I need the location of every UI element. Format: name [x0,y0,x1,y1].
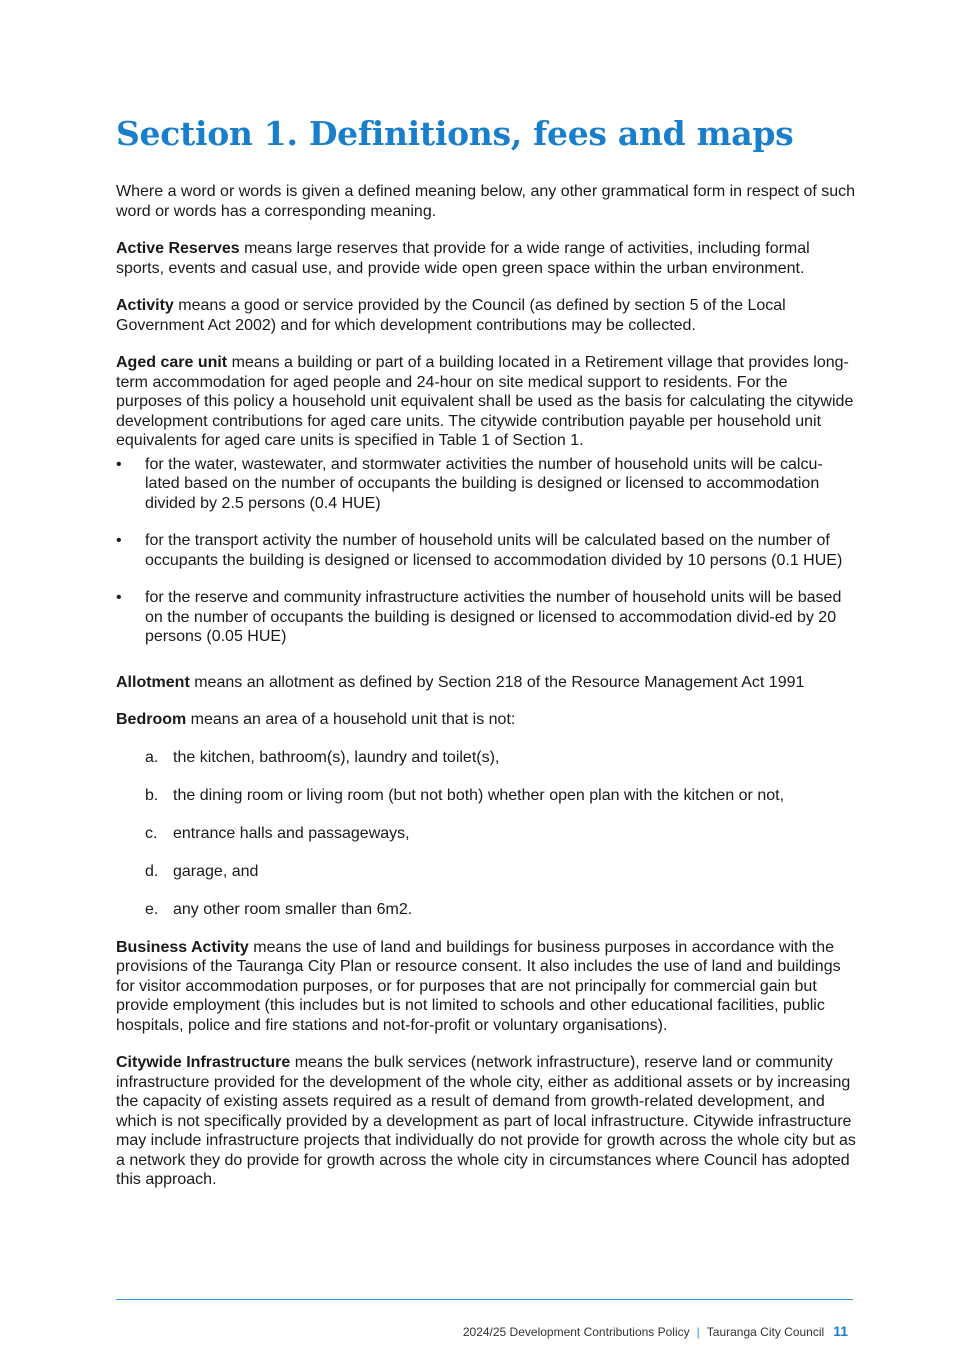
definition-term: Allotment [116,673,190,691]
list-item-text: entrance halls and passageways, [173,824,410,842]
definition-business-activity [116,938,856,1036]
list-item-text: any other room smaller than 6m2. [173,900,413,918]
page-footer [463,1322,848,1341]
footer-divider [116,1299,853,1300]
list-item [116,824,856,844]
list-item-text: for the water, wastewater, and stormwater activities the number of household units will be calcu-lated based on the number of occupants the building is designed or licensed to accommodation divided by 2.5 persons (0.4 HUE) [145,455,823,512]
page-number: 11 [833,1323,848,1339]
definition-term: Active Reserves [116,240,240,257]
definition-citywide-infrastructure [116,1053,856,1190]
list-item-text: for the transport activity the number of household units will be calculated based on the number of occupants the building is designed or licensed to accommodation divided by 10 persons (0.1 HUE) [145,532,843,569]
list-item-text: the dining room or living room (but not both) whether open plan with the kitchen or not, [173,786,785,804]
definition-term: Activity [116,297,174,314]
page-content [116,112,856,1208]
definition-active-reserves [116,239,856,278]
definition-term: Citywide Infrastructure [116,1054,291,1071]
bullet-icon: • [116,589,122,606]
definition-term: Bedroom [116,711,187,728]
definition-text: means the bulk services (network infrastructure), reserve land or community infrastructure provided for the development of the whole city, either as additional assets or by increasing the capacity of existing assets required as a result of demand from growth-related development, and which is not specifically provided by a development as part of local infrastructure. Citywide infrastructure may include infrastructure projects that individually do not provide for growth across the whole city but as a network they do provide for growth across the whole city in circumstances where Council has adopted this approach. [116,1054,856,1188]
footer-organisation: Tauranga City Council [706,1325,825,1339]
definition-allotment [116,673,856,693]
bullet-icon: • [116,532,122,549]
footer-separator: | [696,1325,700,1339]
definition-bedroom [116,710,856,730]
list-item [116,588,856,647]
bedroom-exclusion-list [116,748,856,920]
list-item [116,862,856,882]
bullet-icon: • [116,455,122,473]
list-marker: c. [145,824,158,842]
list-item-text: for the reserve and community infrastructure activities the number of household units will be based on the number of occupants the building is designed or licensed to accommodation divid-ed by 20 persons (0.05 HUE) [145,589,842,645]
list-item [116,531,856,570]
intro-paragraph: Where a word or words is given a defined meaning below, any other grammatical form in respect of such word or words has a corresponding meaning. [116,183,856,220]
list-item [116,748,856,768]
aged-care-bullet-list [116,455,856,647]
definition-text: means an allotment as defined by Section 218 of the Resource Management Act 1991 [189,673,805,691]
list-marker: d. [145,862,159,880]
definition-text: means a building or part of a building located in a Retirement village that provides long-term accommodation for aged people and 24-hour on site medical support to residents. For the purposes of this policy a household unit equivalent shall be used as the basis for calculating the citywide development contributions for aged care units. The citywide contribution payable per household unit equivalents for aged care units is specified in Table 1 of Section 1. [116,354,854,449]
page-title: Section 1. Definitions, fees and maps [116,114,794,153]
definition-text: means large reserves that provide for a wide range of activities, including formal sports, events and casual use, and provide wide open green space within the urban environment. [116,240,810,277]
list-marker: e. [145,900,159,918]
list-item [116,786,856,806]
definition-aged-care-unit [116,353,856,451]
list-item-text: the kitchen, bathroom(s), laundry and toilet(s), [173,748,500,766]
list-item [116,455,856,514]
list-marker: a. [145,748,159,766]
definition-text: means the use of land and buildings for business purposes in accordance with the provisions of the Tauranga City Plan or resource consent. It also includes the use of land and buildings for visitor accommodation purposes, or for purposes that are not principally for commercial gain but provide employment (this includes but is not limited to schools and other educational facilities, public hospitals, police and fire stations and not-for-profit or voluntary organisations). [116,938,841,1034]
definition-text: means an area of a household unit that is not: [186,711,516,728]
footer-document-title: 2024/25 Development Contributions Policy [462,1325,690,1339]
definition-term: Business Activity [116,938,249,956]
list-item-text: garage, and [173,862,259,880]
definition-term: Aged care unit [116,354,228,371]
list-marker: b. [145,786,159,804]
definition-text: means a good or service provided by the Council (as defined by section 5 of the Local Government Act 2002) and for which development contributions may be collected. [116,297,786,334]
definition-activity [116,296,856,335]
list-item [116,900,856,920]
